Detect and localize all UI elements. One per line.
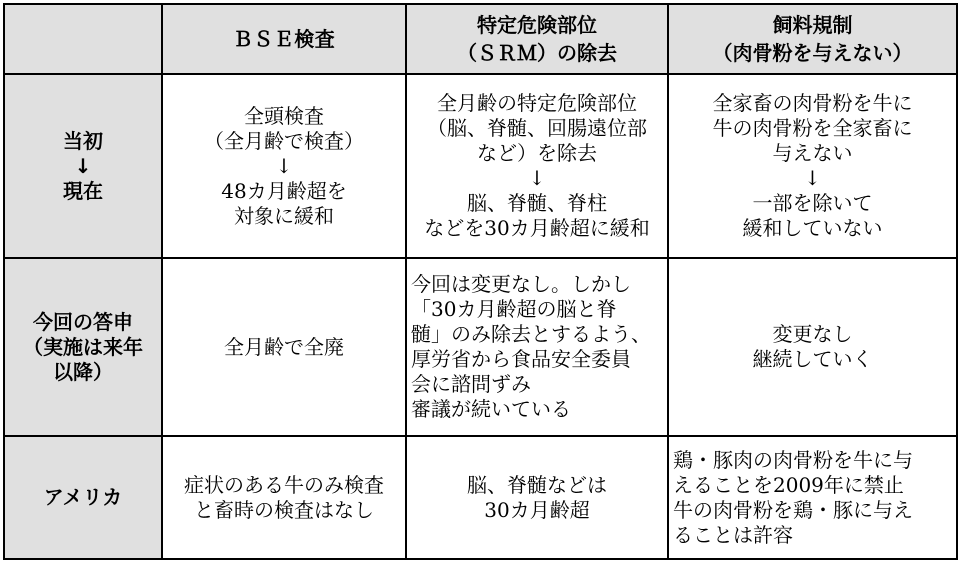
header-row [4, 4, 957, 74]
header-bse-test: ＢＳＥ検査 [162, 4, 406, 74]
cell-report-feed-regulation: 変更なし 継続していく [668, 258, 957, 436]
cell-usa-feed-regulation: 鶏・豚肉の肉骨粉を牛に与 えることを2009年に禁止 牛の肉骨粉を鶏・豚に与え ることは許容 [668, 436, 957, 559]
header-feed-regulation: 飼料規制 （肉骨粉を与えない） [668, 4, 957, 74]
bse-comparison-table [3, 3, 958, 560]
cell-initial-srm-removal: 全月齢の特定危険部位 （脳、脊髄、回腸遠位部 など）を除去 ↓ 脳、脊髄、脊柱 などを30カ月齢超に緩和 [406, 74, 668, 258]
header-corner [4, 4, 162, 74]
cell-usa-srm-removal: 脳、脊髄などは 30カ月齢超 [406, 436, 668, 559]
cell-usa-bse-test: 症状のある牛のみ検査 と畜時の検査はなし [162, 436, 406, 559]
cell-initial-feed-regulation: 全家畜の肉骨粉を牛に 牛の肉骨粉を全家畜に 与えない ↓ 一部を除いて 緩和していない [668, 74, 957, 258]
row-label-usa: アメリカ [4, 436, 162, 559]
cell-initial-bse-test: 全頭検査 （全月齢で検査） ↓ 48カ月齢超を 対象に緩和 [162, 74, 406, 258]
header-srm-removal: 特定危険部位 （ＳＲＭ）の除去 [406, 4, 668, 74]
row-label-current-report: 今回の答申 （実施は来年 以降） [4, 258, 162, 436]
row-label-initial-current: 当初 ↓ 現在 [4, 74, 162, 258]
cell-report-bse-test: 全月齢で全廃 [162, 258, 406, 436]
table-row [4, 436, 957, 559]
table-row [4, 258, 957, 436]
table-row [4, 74, 957, 258]
cell-report-srm-removal: 今回は変更なし。しかし 「30カ月齢超の脳と脊 髄」のみ除去とするよう、 厚労省から食品安全委員 会に諮問ずみ 審議が続いている [406, 258, 668, 436]
